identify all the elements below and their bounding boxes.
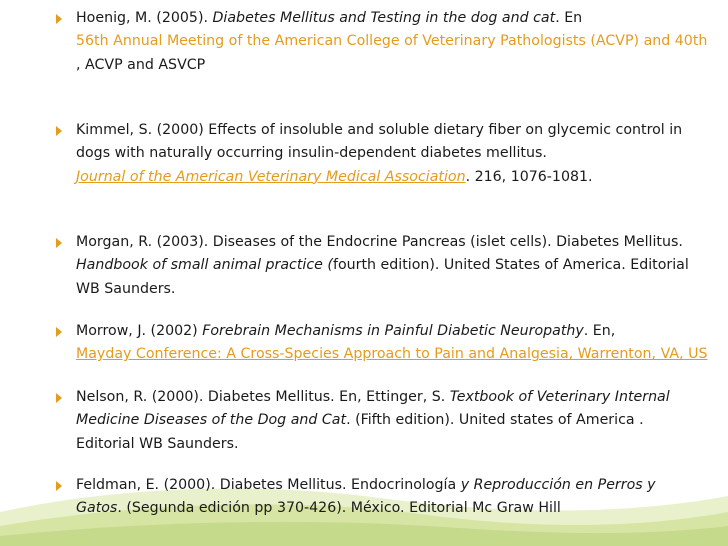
bullet-arrow-icon [56,327,62,337]
reference-line [56,231,728,254]
reference-text: , ACVP and ASVCP [76,56,206,73]
reference-link[interactable]: 56th Annual Meeting of the American College of Veterinary Pathologists (ACVP) and 40th [76,33,708,50]
reference-line [56,254,728,277]
reference-text: y Reproducción en Perros y [460,477,656,493]
reference-text: fourth edition). United States of America. Editorial [332,257,689,274]
reference-text: . 216, 1076-1081. [465,168,593,185]
reference-text: Gatos [76,500,118,517]
reference-text: Morrow, J. (2002) [76,323,203,339]
reference-link[interactable]: Mayday Conference: A Cross-Species Approach to Pain and Analgesia, Warrenton, VA, US [76,346,708,363]
reference-text: . (Fifth edition). United states of America . [346,412,644,429]
reference-item [56,7,728,77]
reference-text: . (Segunda edición pp 370-426). México. Editorial Mc Graw Hill [117,500,561,517]
reference-text: . En [555,10,583,26]
reference-line [56,119,728,142]
reference-text: dogs with naturally occurring insulin-dependent diabetes mellitus. [76,145,547,162]
reference-line [56,30,728,53]
reference-line [56,320,728,343]
bullet-arrow-icon [56,393,62,403]
reference-text: Nelson, R. (2000). Diabetes Mellitus. En, Ettinger, S. [76,389,450,405]
reference-text: Diabetes Mellitus and Testing in the dog and cat [212,10,556,26]
reference-line [56,343,728,366]
reference-text: Handbook of small animal practice ( [76,257,333,274]
reference-text: Forebrain Mechanisms in Painful Diabetic Neuropathy [202,323,584,339]
reference-line [56,497,728,520]
reference-line [56,433,728,456]
bullet-arrow-icon [56,481,62,491]
reference-text: Medicine Diseases of the Dog and Cat [76,412,347,429]
reference-link[interactable]: Journal of the American Veterinary Medical Association [76,168,466,185]
reference-item [56,231,728,301]
reference-text: WB Saunders. [76,280,176,297]
reference-line [56,278,728,301]
bullet-arrow-icon [56,238,62,248]
reference-item [56,119,728,189]
reference-line [56,166,728,189]
reference-line [56,474,728,497]
bullet-arrow-icon [56,14,62,24]
reference-text: Morgan, R. (2003). Diseases of the Endocrine Pancreas (islet cells). Diabetes Mellitus. [76,234,683,250]
reference-item [56,320,728,367]
reference-line [56,7,728,30]
reference-text: Kimmel, S. (2000) Effects of insoluble and soluble dietary fiber on glycemic control in [76,122,683,138]
reference-text: Textbook of Veterinary Internal [449,389,670,405]
reference-item [56,474,728,521]
reference-line [56,142,728,165]
reference-text: Editorial WB Saunders. [76,435,239,452]
reference-line [56,54,728,77]
bullet-arrow-icon [56,126,62,136]
reference-text: . En, [583,323,616,339]
reference-text: Hoenig, M. (2005). [76,10,213,26]
reference-line [56,386,728,409]
reference-line [56,409,728,432]
reference-text: Feldman, E. (2000). Diabetes Mellitus. Endocrinología [76,477,461,493]
reference-item [56,386,728,456]
